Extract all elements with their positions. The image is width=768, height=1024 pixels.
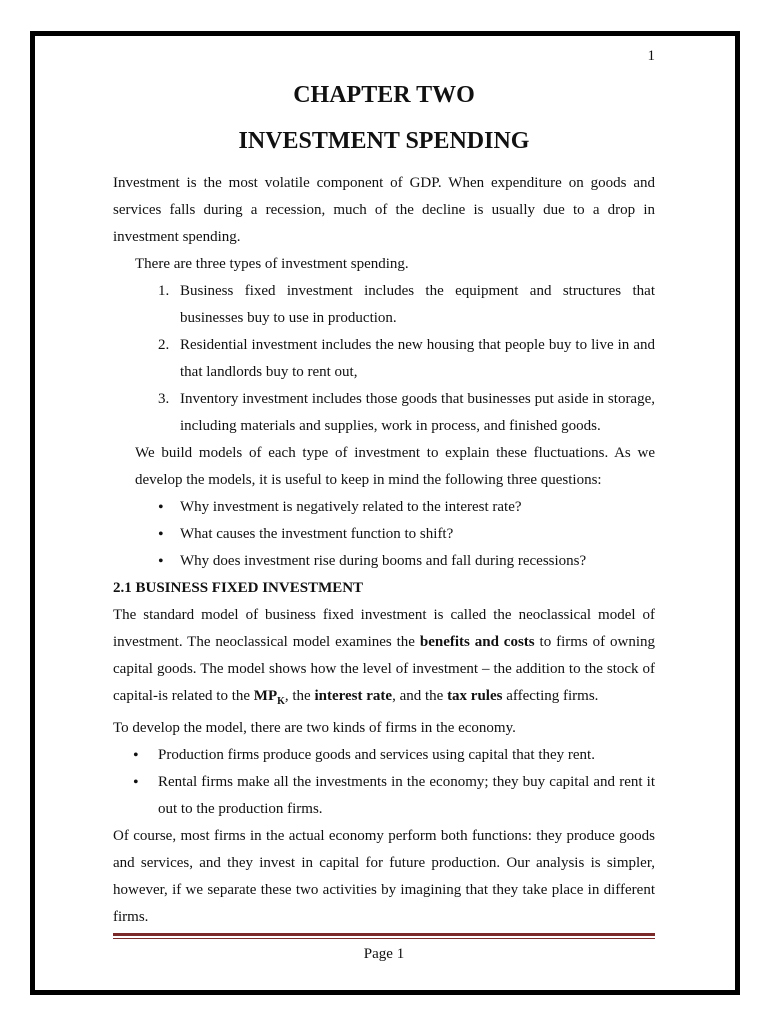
- bold-text: tax rules: [447, 688, 503, 704]
- bold-text: benefits and costs: [419, 634, 535, 650]
- text-run: , and the: [392, 688, 448, 704]
- list-item: [113, 386, 655, 440]
- questions-list: [113, 494, 655, 575]
- bullet-icon: •: [133, 747, 139, 764]
- list-item: [113, 548, 655, 575]
- list-item: [113, 742, 655, 769]
- list-item: [113, 769, 655, 823]
- closing-paragraph: Of course, most firms in the actual economy perform both functions: they produce goods and services, and they invest in capital for future production. Our analysis is simpler, however, if we separate these two activities by imagining that they take place in different firms.: [113, 828, 655, 925]
- text-run: , the: [284, 688, 315, 704]
- chapter-title: CHAPTER TWO: [293, 82, 475, 108]
- list-number: 1.: [158, 283, 170, 299]
- types-intro: There are three types of investment spending.: [135, 256, 409, 272]
- list-number: 3.: [158, 391, 170, 407]
- intro-paragraph: Investment is the most volatile component of GDP. When expenditure on goods and services falls during a recession, much of the decline is usually due to a drop in investment spending.: [113, 175, 655, 245]
- bullet-icon: •: [158, 553, 164, 570]
- bold-text: interest rate: [314, 688, 393, 704]
- mp-subscript: K: [277, 696, 285, 707]
- bullet-icon: •: [158, 499, 164, 516]
- list-item-text: Inventory investment includes those goods that businesses put aside in storage, including materials and supplies, work in process, and finished goods.: [180, 391, 655, 434]
- neoclassical-paragraph: [113, 602, 655, 715]
- list-number: 2.: [158, 337, 170, 353]
- footer-rule-thin: [113, 938, 655, 939]
- firms-list: [113, 742, 655, 823]
- text-run: to firms of owning capital goods. The model shows how the level of investment – the addition to the stock of capital-is related to the: [113, 634, 655, 704]
- list-item-text: What causes the investment function to shift?: [180, 526, 454, 542]
- list-item-text: Production firms produce goods and services using capital that they rent.: [158, 747, 595, 763]
- models-intro: We build models of each type of investment to explain these fluctuations. As we develop the models, it is useful to keep in mind the following three questions:: [135, 445, 655, 488]
- page-number: 1: [647, 48, 655, 64]
- list-item-text: Rental firms make all the investments in the economy; they buy capital and rent it out to the production firms.: [158, 774, 655, 817]
- list-item-text: Residential investment includes the new housing that people buy to live in and that landlords buy to rent out,: [180, 337, 655, 380]
- investment-types-list: [113, 278, 655, 440]
- list-item-text: Business fixed investment includes the equipment and structures that businesses buy to use in production.: [180, 283, 655, 326]
- bullet-icon: •: [133, 774, 139, 791]
- list-item: [113, 494, 655, 521]
- document-body: [113, 44, 655, 931]
- footer-page-label: Page 1: [363, 946, 405, 962]
- text-run: The standard model of business fixed investment is called the neoclassical model of investment. The neoclassical model examines the: [113, 607, 655, 650]
- firms-intro: To develop the model, there are two kinds of firms in the economy.: [113, 720, 516, 736]
- list-item-text: Why does investment rise during booms and fall during recessions?: [180, 553, 587, 569]
- list-item: [113, 332, 655, 386]
- mpk-symbol: [253, 688, 285, 707]
- section-heading: 2.1 BUSINESS FIXED INVESTMENT: [113, 580, 364, 596]
- list-item: [113, 278, 655, 332]
- chapter-subtitle: INVESTMENT SPENDING: [238, 128, 530, 154]
- list-item: [113, 521, 655, 548]
- bullet-icon: •: [158, 526, 164, 543]
- list-item-text: Why investment is negatively related to the interest rate?: [180, 499, 522, 515]
- page-footer: [113, 933, 655, 965]
- mp-text: MP: [253, 688, 278, 704]
- text-run: affecting firms.: [502, 688, 599, 704]
